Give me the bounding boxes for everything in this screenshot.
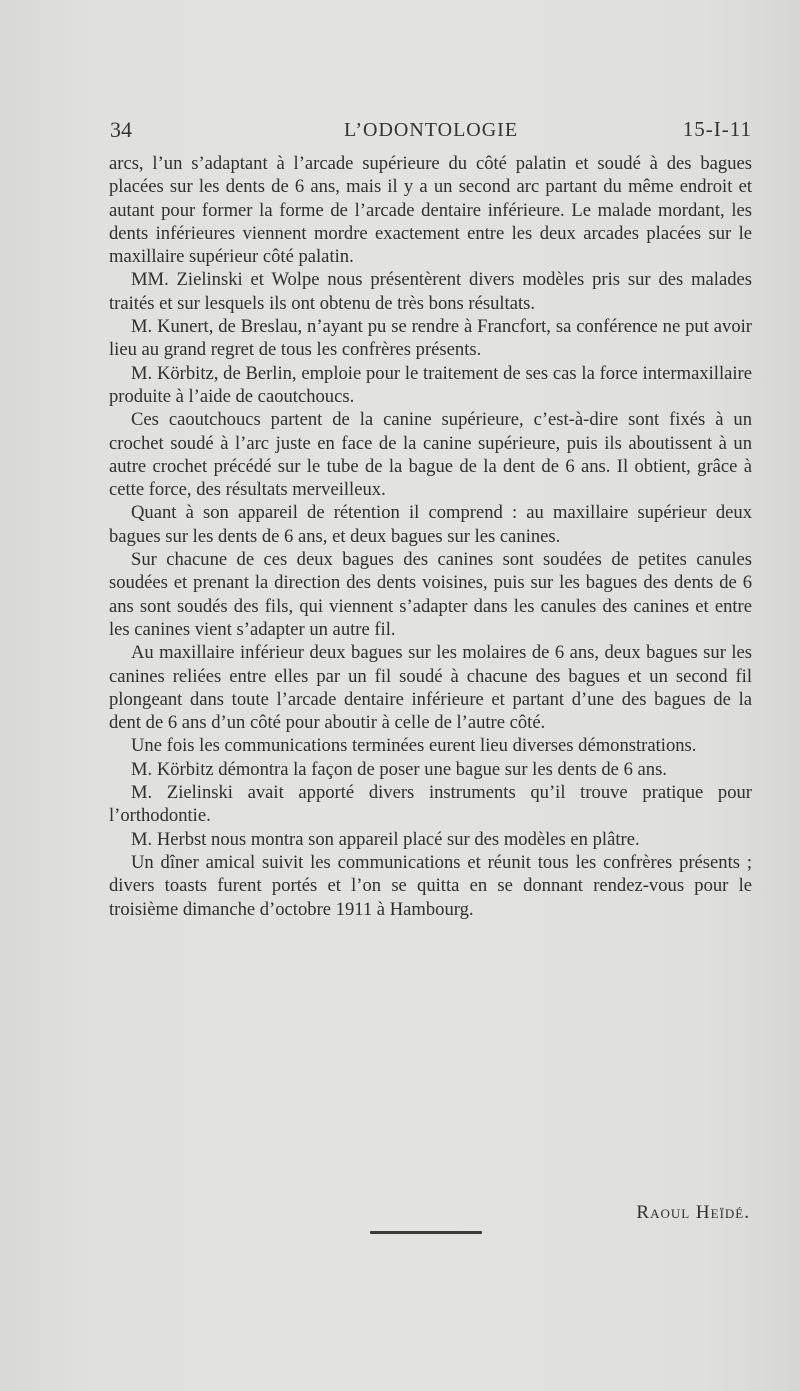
end-rule (370, 1231, 482, 1234)
paragraph: Quant à son appareil de rétention il comprend : au maxillaire supérieur deux bagues sur les dents de 6 ans, et deux bagues sur les canines. (109, 502, 752, 547)
paragraph: Une fois les communications terminées eurent lieu diverses démonstrations. (131, 735, 697, 757)
paragraph: M. Kunert, de Breslau, n’ayant pu se rendre à Francfort, sa conférence ne put avoir lieu au grand regret de tous les confrères présents. (109, 316, 752, 361)
paragraph: MM. Zielinski et Wolpe nous présentèrent divers modèles pris sur des malades traités et sur lesquels ils ont obtenu de très bons résultats. (109, 269, 752, 314)
paragraph: arcs, l’un s’adaptant à l’arcade supérieure du côté palatin et soudé à des bagues placées sur les dents de 6 ans, mais il y a un second arc partant du même endroit et autant pour former la forme de l’arcade dentaire inférieure. Le malade mordant, les dents inférieures viennent mordre exactement entre les deux arcades placées sur le maxillaire supérieur côté palatin. (109, 153, 752, 268)
author-signature: Raoul Heïdé. (636, 1202, 750, 1223)
paragraph: Au maxillaire inférieur deux bagues sur les molaires de 6 ans, deux bagues sur les canines reliées entre elles par un fil soudé à chacune des bagues et un second fil plongeant dans toute l’arcade dentaire inférieure et partant d’une des bagues de la dent de 6 ans d’un côté pour aboutir à celle de l’autre côté. (109, 642, 752, 734)
page-number: 34 (110, 117, 132, 142)
paragraph: M. Körbitz démontra la façon de poser une bague sur les dents de 6 ans. (131, 758, 667, 780)
issue-date: 15-I-11 (682, 117, 752, 141)
article-body (109, 152, 752, 921)
paragraph: Sur chacune de ces deux bagues des canines sont soudées de petites canules soudées et prenant la direction des dents voisines, puis sur les bagues des dents de 6 ans sont soudés des fils, qui viennent s’adapter dans les canules des canines et entre les canines vient s’adapter un autre fil. (109, 549, 752, 640)
paragraph: M. Körbitz, de Berlin, emploie pour le traitement de ses cas la force intermaxillaire produite à l’aide de caoutchoucs. (109, 362, 752, 407)
paragraph: Un dîner amical suivit les communications et réunit tous les confrères présents ; divers toasts furent portés et l’on se quitta en se donnant rendez-vous pour le troisième dimanche d’octobre 1911 à Hambourg. (109, 851, 752, 920)
paragraph: M. Zielinski avait apporté divers instruments qu’il trouve pratique pour l’orthodontie. (109, 782, 752, 827)
paragraph: M. Herbst nous montra son appareil placé sur des modèles en plâtre. (131, 828, 640, 850)
running-header (110, 117, 752, 147)
journal-title: L’ODONTOLOGIE (343, 119, 519, 141)
paragraph: Ces caoutchoucs partent de la canine supérieure, c’est-à-dire sont fixés à un crochet soudé à l’arc juste en face de la canine supérieure, puis ils aboutissent à un autre crochet précédé sur le tube de la bague de la dent de 6 ans. Il obtient, grâce à cette force, des résultats merveilleux. (109, 409, 752, 501)
